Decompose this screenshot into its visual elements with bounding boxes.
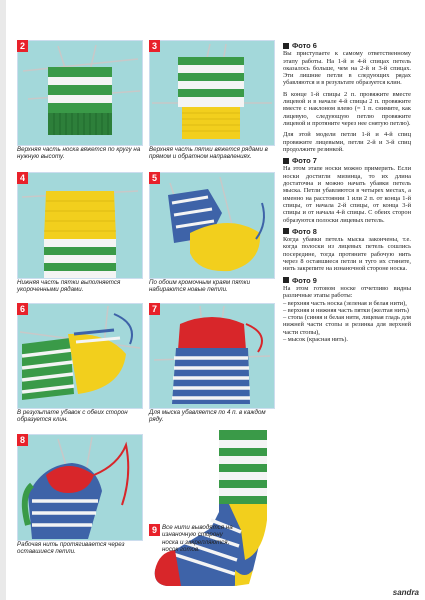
section-paragraph: В конце 1-й спицы 2 п. провяжите вместе лицевой и в начале 4-й спицы 2 п. провяжите вместе с наклоном влево (= 1 п. снимите, как лицевую, следующую петлю провяжите лицевой и протяните через нее снятую петлю). [283,90,411,127]
list-item: – верхняя часть носка (зеленая и белая нити), [283,299,407,307]
photo-4 [17,172,143,279]
photo-3-caption: Верхняя часть пятки вяжется рядами в прямом и обратном направлениях. [149,146,268,161]
section-heading: Фото 6 [292,41,317,50]
photo-7-caption: Для мыска убавляется по 4 п. в каждом ряду. [149,409,266,424]
bullet-square-icon [283,158,289,164]
list-item: – мысок (красная нить). [283,335,349,343]
photo-6-number: 6 [17,303,28,315]
photo-5-caption: По обоим кромочным краям пятки набираются новые петли. [149,279,251,294]
list-item: – верхняя и нижняя часть пятки (желтая нить) [283,306,409,314]
page-edge [0,0,6,600]
section-heading: Фото 7 [292,156,317,166]
section-paragraph: На этом готовом носке отчетливо видны различные этапы работы: [283,284,411,300]
section-heading: Фото 8 [292,226,317,236]
section-heading: Фото 9 [292,275,317,285]
photo-4-number: 4 [17,172,28,184]
bullet-square-icon [283,277,289,283]
photo-4-caption: Нижняя часть пятки выполняется укороченными рядами. [17,279,121,294]
photo-3-number: 3 [149,40,160,52]
photo-6 [17,303,143,409]
photo-8-number: 8 [17,434,28,446]
photo-7-number: 7 [149,303,160,315]
text-column [283,42,411,343]
section-photo-6 [283,42,411,153]
brand-logo: sandra [392,588,419,597]
photo-5 [149,172,275,279]
photo-9-caption: Все нити выводятся на изнаночную сторону носка и закрепляются, носок готов. [162,524,233,554]
photo-7 [149,303,275,409]
section-paragraph: Для этой модели петли 1-й и 4-й спиц провяжите лицевыми, петли 2-й и 3-й спиц продолжите резинкой. [283,131,411,153]
section-paragraph: Вы приступаете к самому ответственному этапу работы. На 1-й и 4-й спицах петель оказалось больше, чем на 2-й и 3-й спицах. Эти лишние петли в следующих рядах убавляются и в результате образуется клин. [283,50,411,87]
photo-2-number: 2 [17,40,28,52]
bullet-square-icon [283,43,289,49]
photo-9-number: 9 [149,524,160,536]
photo-3 [149,40,275,146]
photo-5-number: 5 [149,172,160,184]
section-photo-9 [283,277,411,344]
photo-6-caption: В результате убавок с обеих сторон образуется клин. [17,409,128,424]
photo-2-caption: Верхняя часть носка вяжется по кругу на нужную высоту. [17,146,141,161]
photo-2 [17,40,143,146]
photo-8 [17,434,143,541]
section-photo-8 [283,228,411,273]
bullet-square-icon [283,228,289,234]
section-paragraph: Когда убавки петель мыска закончены, т.е. когда полоски из лицевых петель сошлись посередине, тогда протяните рабочую нить через 8 оставшиеся петли и туго их стяните, нить закрепите на изнаночной стороне носка. [283,236,411,273]
section-paragraph: На этом этапе носки можно примерить. Если носки достигли мизинца, то их длина достаточна и можно начать убавки петель мыска. Петли убавляются в четырех местах, а именно на расстоянии 1 или 2 п. от конца 1-й спицы, от начала 2-й спицы, от конца 3-й спицы и от начала 4-й спицы. С обеих сторон образуются полоски лицевых петель. [283,165,411,224]
section-photo-7 [283,157,411,224]
list-item: – стопа (синяя и белая нити, лицевая гладь для нижней части стопы и резинка для верхней части стопы), [283,314,411,336]
photo-8-caption: Рабочая нить протягивается через оставшиеся петли. [17,541,125,556]
photo-9 [149,420,279,590]
